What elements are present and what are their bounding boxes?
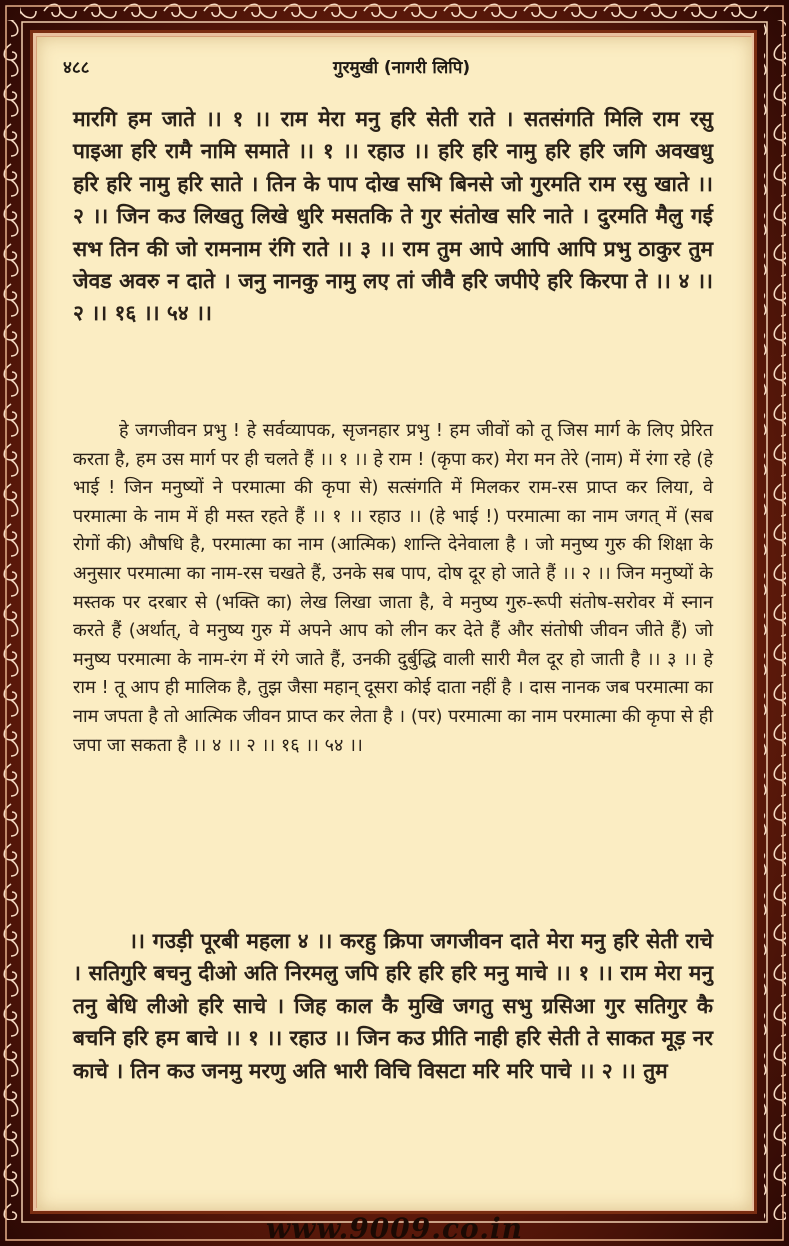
gurbani-verse-2: ।। गउड़ी पूरबी महला ४ ।। करहु क्रिपा जगजीवन दाते मेरा मनु हरि सेती राचे । सतिगुरि बचनु दीओ अति निरमलु जपि हरि हरि हरि मनु माचे ।। १ ।। राम मेरा मनु तनु बेधि लीओ हरि साचे । जिह काल कै मुखि जगतु सभु ग्रसिआ गुर सतिगुर कै बचनि हरि हम बाचे ।। १ ।। रहाउ ।। जिन कउ प्रीति नाही हरि सेती ते साकत मूड़ नर काचे । तिन कउ जनमु मरणु अति भारी विचि विसटा मरि मरि पाचे ।। २ ।। तुम	[73, 929, 713, 1083]
page-number: ४८८	[63, 58, 90, 78]
page-header	[63, 55, 723, 85]
website-footer: www.9009.co.in	[266, 1212, 523, 1245]
page-title: गुरमुखी (नागरी लिपि)	[333, 58, 471, 78]
scripture-page	[37, 37, 752, 1210]
hindi-translation: हे जगजीवन प्रभु ! हे सर्वव्यापक, सृजनहार प्रभु ! हम जीवों को तू जिस मार्ग के लिए प्रेरित करता है, हम उस मार्ग पर ही चलते हैं ।। १ ।। हे राम ! (कृपा कर) मेरा मन तेरे (नाम) में रंगा रहे (हे भाई ! जिन मनुष्यों ने परमात्मा की कृपा से) सत्संगति में मिलकर राम-रस प्राप्त कर लिया, वे परमात्मा के नाम में ही मस्त रहते हैं ।। १ ।। रहाउ ।। (हे भाई !) परमात्मा का नाम जगत् में (सब रोगों की) औषधि है, परमात्मा का नाम (आत्मिक) शान्ति देनेवाला है । जो मनुष्य गुरु की शिक्षा के अनुसार परमात्मा का नाम-रस चखते हैं, उनके सब पाप, दोष दूर हो जाते हैं ।। २ ।। जिन मनुष्यों के मस्तक पर दरबार से (भक्ति का) लेख लिखा जाता है, वे मनुष्य गुरु-रूपी संतोष-सरोवर में स्नान करते हैं (अर्थात्, वे मनुष्य गुरु में अपने आप को लीन कर देते हैं और संतोषी जीवन जीते हैं) जो मनुष्य परमात्मा के नाम-रंग में रंगे जाते हैं, उनकी दुर्बुद्धि वाली सारी मैल दूर हो जाती है ।। ३ ।। हे राम ! तू आप ही मालिक है, तुझ जैसा महान् दूसरा कोई दाता नहीं है । दास नानक जब परमात्मा का नाम जपता है तो आत्मिक जीवन प्राप्त कर लेता है । (पर) परमात्मा का नाम परमात्मा की कृपा से ही जपा जा सकता है ।। ४ ।। २ ।। १६ ।। ५४ ।।	[73, 420, 713, 756]
gurbani-verse-1: मारगि हम जाते ।। १ ।। राम मेरा मनु हरि सेती राते । सतसंगति मिलि राम रसु पाइआ हरि रामै नामि समाते ।। १ ।। रहाउ ।। हरि हरि नामु हरि हरि जगि अवखधु हरि हरि नामु हरि साते । तिन के पाप दोख सभि बिनसे जो गुरमति राम रसु खाते ।। २ ।। जिन कउ लिखतु लिखे धुरि मसतकि ते गुर संतोख सरि नाते । दुरमति मैलु गई सभ तिन की जो रामनाम रंगि राते ।। ३ ।। राम तुम आपे आपि आपि प्रभु ठाकुर तुम जेवड अवरु न दाते । जनु नानकु नामु लए तां जीवै हरि जपीऐ हरि किरपा ते ।। ४ ।। २ ।। १६ ।। ५४ ।।	[73, 107, 713, 326]
